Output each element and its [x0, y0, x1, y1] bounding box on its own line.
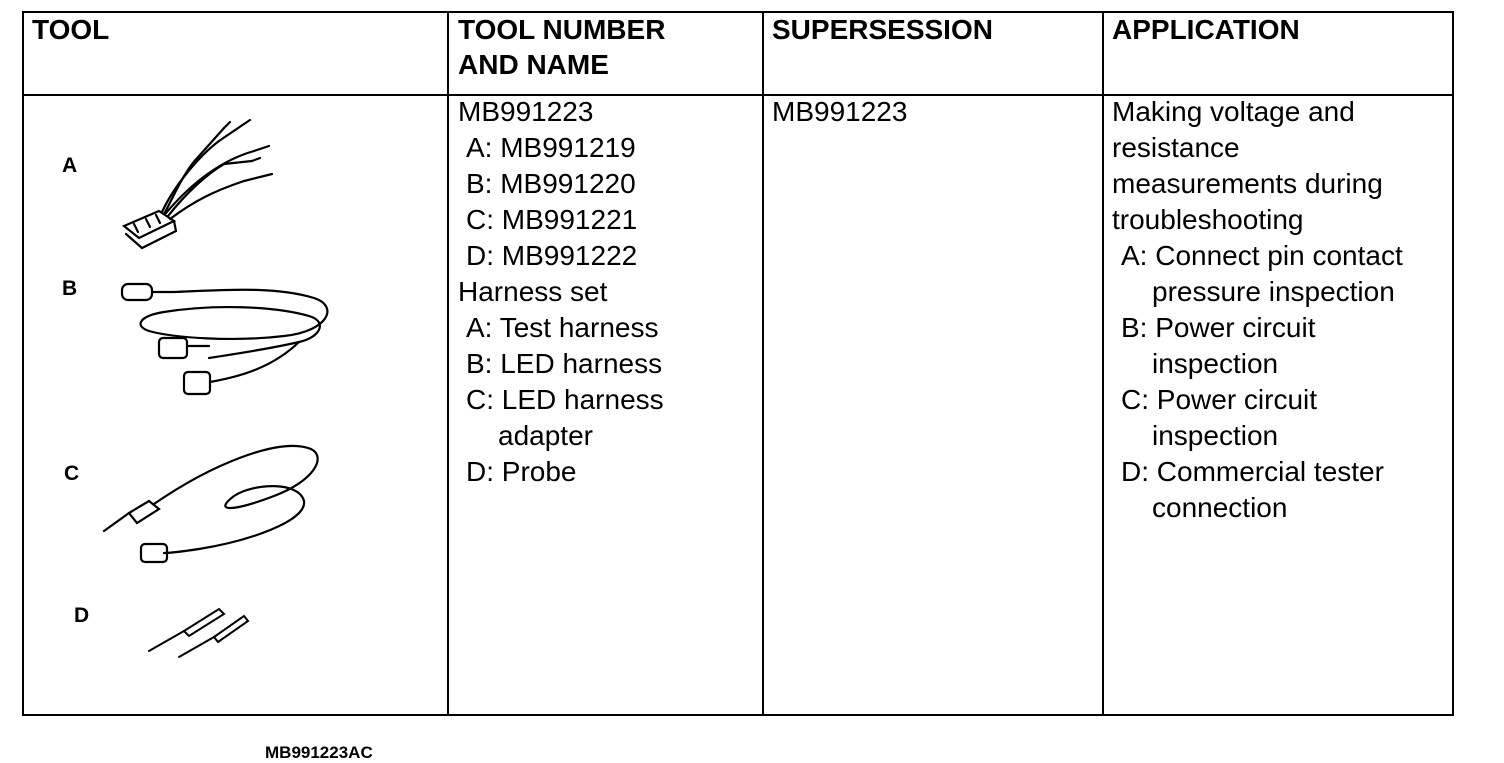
- list-item: pressure inspection: [1152, 276, 1395, 307]
- figure-code: MB991223AC: [265, 743, 373, 762]
- application-cell: [1112, 94, 1450, 526]
- table-border-bottom: [22, 714, 1454, 716]
- list-item: adapter: [498, 420, 593, 451]
- list-item: D: MB991222: [466, 240, 638, 271]
- header-tool: [32, 11, 442, 47]
- table-border-right: [1452, 11, 1454, 716]
- header-tool-number-line1: TOOL NUMBER: [458, 14, 666, 45]
- test-harness-drawing: [104, 116, 274, 261]
- tool-number-cell: [458, 94, 758, 490]
- list-item: C: LED harness: [466, 384, 664, 415]
- list-item: B: Power circuit: [1121, 312, 1316, 343]
- list-item: troubleshooting: [1112, 204, 1304, 235]
- list-item: connection: [1152, 492, 1288, 523]
- led-harness-drawing: [114, 276, 344, 406]
- header-tool-number: [458, 11, 758, 82]
- list-item: resistance: [1112, 132, 1240, 163]
- list-item: A: Test harness: [466, 312, 659, 343]
- list-item: MB991223: [458, 96, 594, 127]
- supersession-value: MB991223: [772, 96, 908, 127]
- tool-label-c: C: [64, 462, 80, 485]
- column-divider-2: [762, 11, 764, 716]
- list-item: A: Connect pin contact: [1121, 240, 1403, 271]
- header-tool-text: TOOL: [32, 14, 110, 45]
- list-item: C: MB991221: [466, 204, 638, 235]
- list-item: B: LED harness: [466, 348, 663, 379]
- header-tool-number-line2: AND NAME: [458, 49, 609, 80]
- list-item: Harness set: [458, 276, 608, 307]
- probe-drawing: [144, 601, 254, 661]
- tool-label-a: A: [62, 154, 78, 177]
- tool-label-b: B: [62, 277, 78, 300]
- list-item: measurements during: [1112, 168, 1383, 199]
- header-supersession: [772, 11, 1097, 47]
- led-adapter-drawing: [99, 441, 329, 571]
- list-item: D: Commercial tester: [1121, 456, 1384, 487]
- list-item: B: MB991220: [466, 168, 636, 199]
- tool-illustration: [24, 96, 447, 762]
- list-item: C: Power circuit: [1121, 384, 1318, 415]
- list-item: inspection: [1152, 420, 1279, 451]
- list-item: inspection: [1152, 348, 1279, 379]
- list-item: Making voltage and: [1112, 96, 1355, 127]
- list-item: D: Probe: [466, 456, 577, 487]
- special-tool-table: [22, 11, 1454, 762]
- list-item: A: MB991219: [466, 132, 636, 163]
- header-supersession-text: SUPERSESSION: [772, 14, 993, 45]
- tool-label-d: D: [74, 604, 90, 627]
- supersession-cell: [772, 94, 1097, 130]
- column-divider-1: [447, 11, 449, 716]
- column-divider-3: [1102, 11, 1104, 716]
- header-application-text: APPLICATION: [1112, 14, 1300, 45]
- header-application: [1112, 11, 1447, 47]
